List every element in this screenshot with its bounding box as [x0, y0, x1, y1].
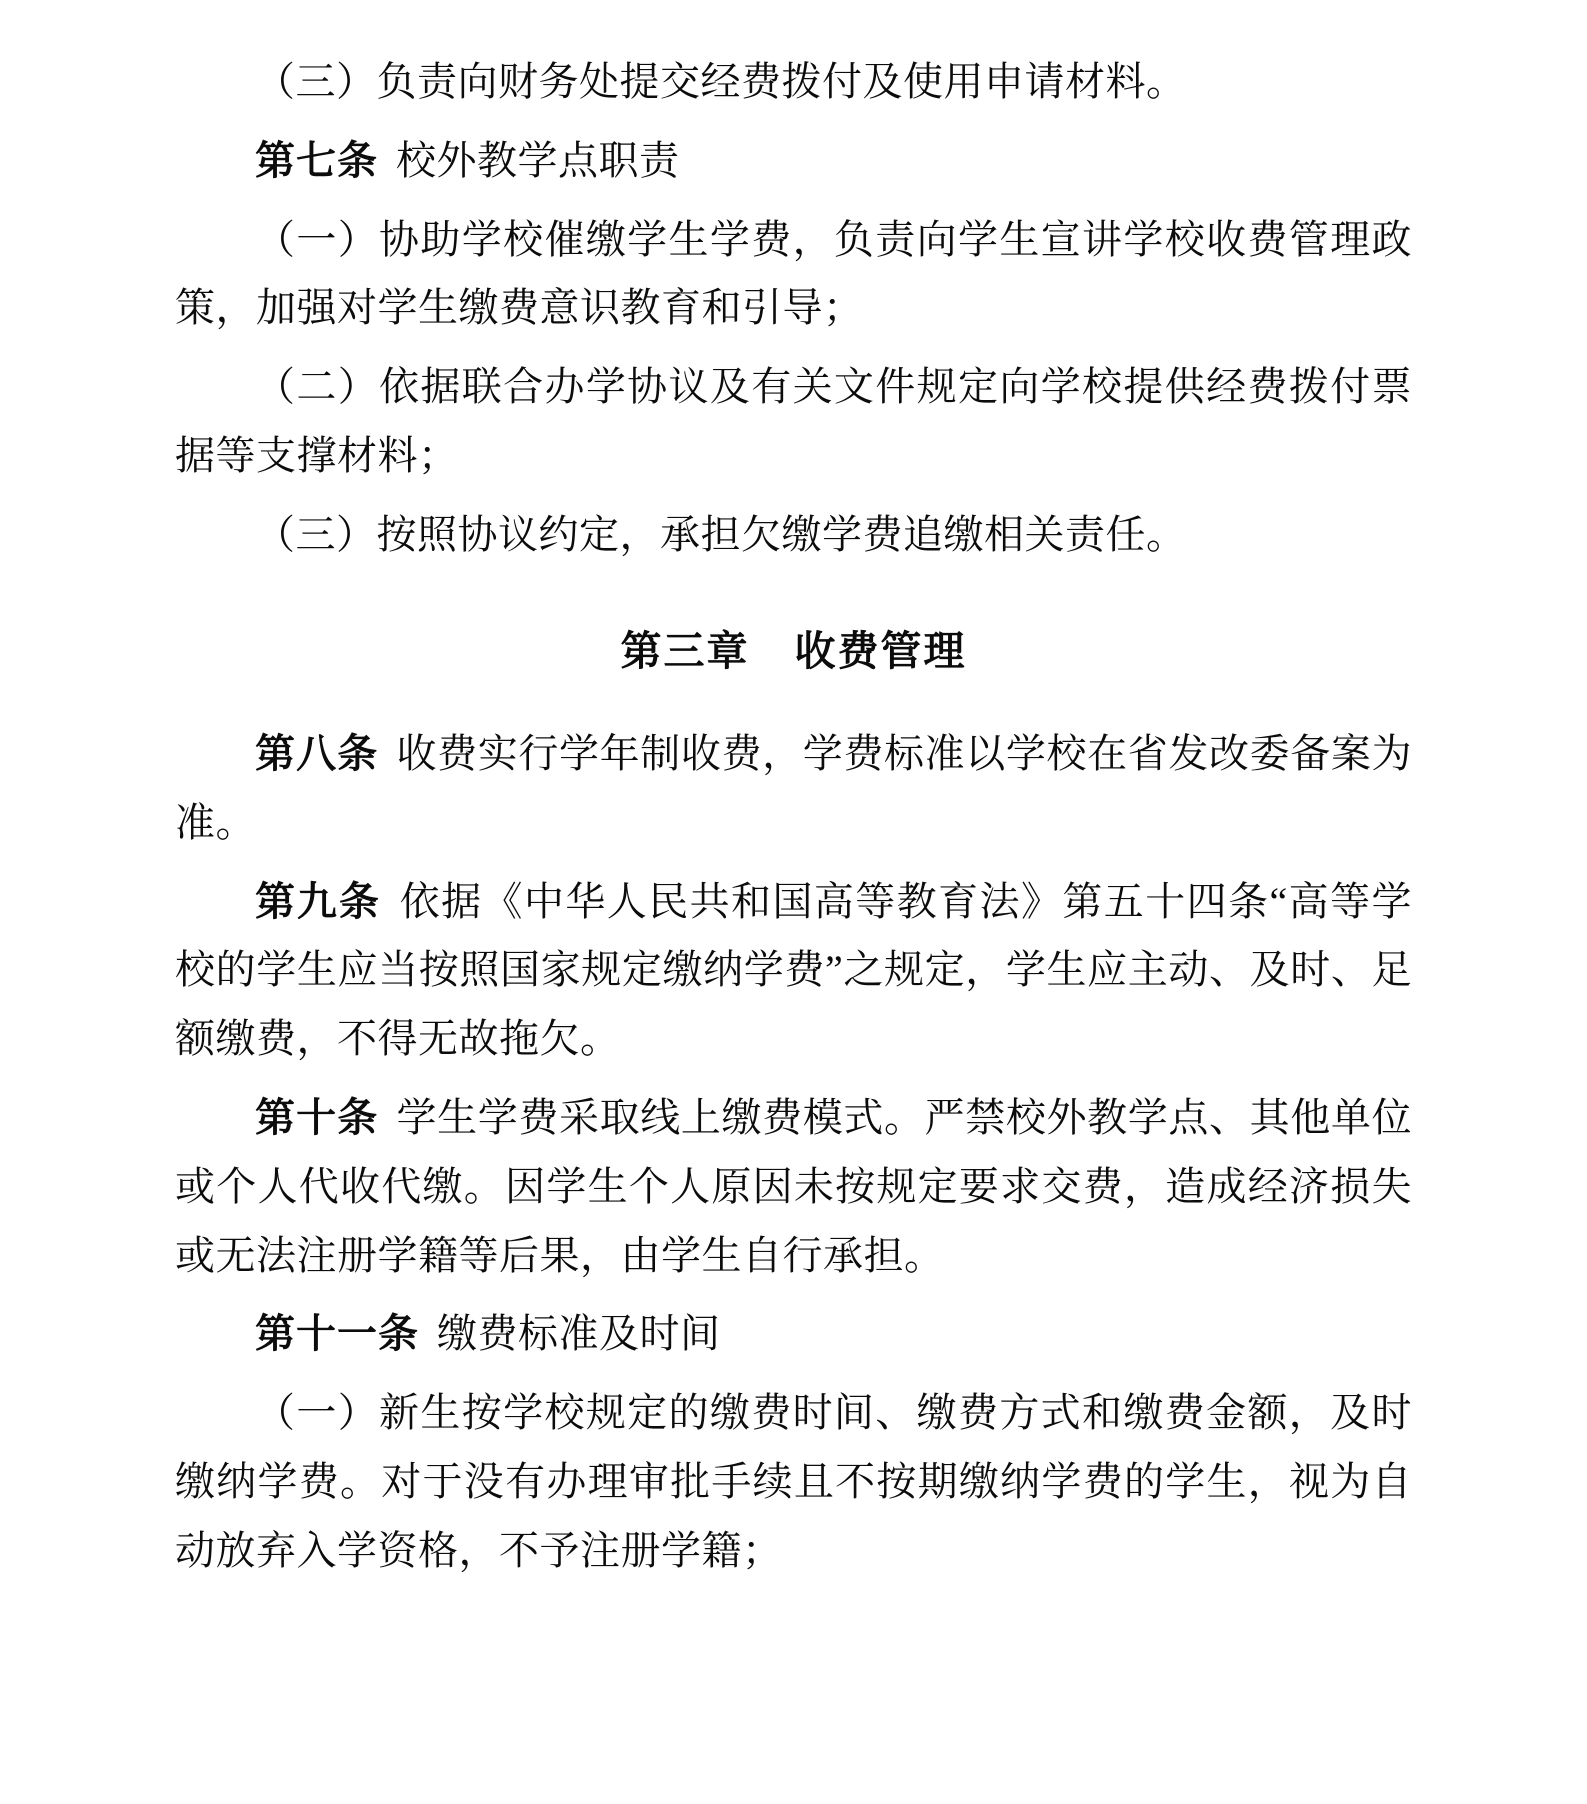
- article-9: [175, 868, 1412, 1074]
- article-10: [175, 1084, 1412, 1290]
- chapter-title: [175, 616, 1412, 687]
- article-text: 缴费标准及时间: [437, 1311, 721, 1357]
- article-text: 依据《中华人民共和国高等教育法》第五十四条“高等学校的学生应当按照国家规定缴纳学费”之规定，学生应主动、及时、足额缴费，不得无故拖欠。: [175, 878, 1412, 1062]
- chapter-title-text: 收费管理: [794, 627, 967, 674]
- article-text: 学生学费采取线上缴费模式。严禁校外教学点、其他单位或个人代收代缴。因学生个人原因未按规定要求交费，造成经济损失或无法注册学籍等后果，由学生自行承担。: [175, 1095, 1412, 1278]
- list-item: （二）依据联合办学协议及有关文件规定向学校提供经费拨付票据等支撑材料；: [175, 364, 1412, 478]
- article-text: 收费实行学年制收费，学费标准以学校在省发改委备案为准。: [175, 731, 1412, 845]
- article-8: [175, 720, 1412, 858]
- article-label: 第十条: [255, 1095, 379, 1141]
- article-11: [175, 1300, 1412, 1369]
- list-item: （三）负责向财务处提交经费拨付及使用申请材料。: [255, 59, 1187, 104]
- article-label: 第八条: [255, 731, 379, 777]
- article-label: 第九条: [255, 878, 381, 924]
- article-heading-text: 校外教学点职责: [396, 137, 680, 183]
- article-heading-7: [175, 127, 1412, 196]
- document-body: [175, 48, 1412, 1586]
- list-item: （三）按照协议约定，承担欠缴学费追缴相关责任。: [255, 511, 1187, 557]
- chapter-number: 第三章: [620, 627, 750, 674]
- list-item: （一）新生按学校规定的缴费时间、缴费方式和缴费金额，及时缴纳学费。对于没有办理审批手续且不按期缴纳学费的学生，视为自动放弃入学资格，不予注册学籍；: [175, 1390, 1412, 1573]
- article-label: 第七条: [255, 137, 378, 183]
- list-item: （一）协助学校催缴学生学费，负责向学生宣讲学校收费管理政策，加强对学生缴费意识教育和引导；: [175, 216, 1412, 331]
- article-label: 第十一条: [255, 1311, 419, 1357]
